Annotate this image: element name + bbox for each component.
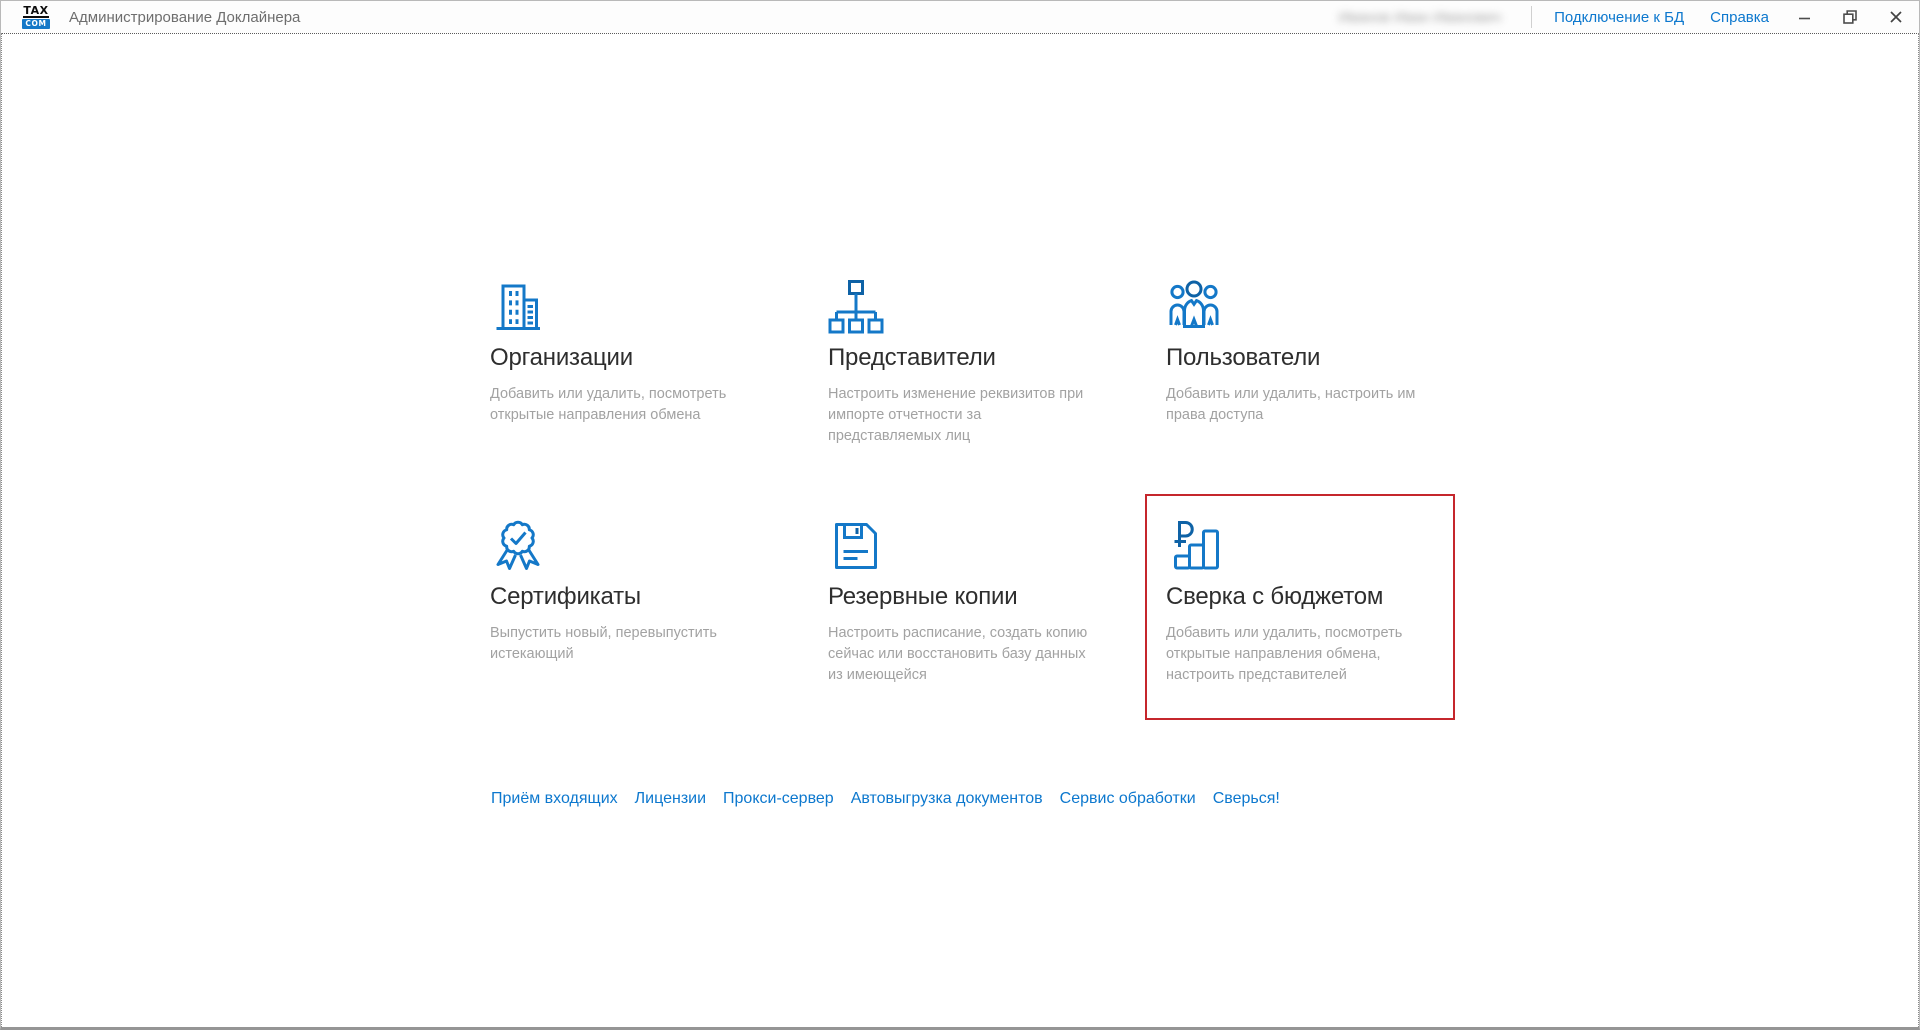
close-button[interactable] bbox=[1873, 1, 1919, 33]
certificate-icon bbox=[490, 518, 546, 574]
tile-users[interactable] bbox=[1145, 255, 1455, 481]
titlebar bbox=[1, 1, 1919, 33]
close-icon bbox=[1889, 10, 1903, 24]
users-icon bbox=[1166, 279, 1222, 335]
minimize-icon bbox=[1798, 11, 1811, 24]
tile-title: Сверка с бюджетом bbox=[1166, 583, 1384, 610]
tile-backups[interactable] bbox=[807, 494, 1117, 720]
licenses-link[interactable]: Лицензии bbox=[634, 790, 707, 807]
tiles-grid bbox=[469, 255, 1455, 720]
tile-title: Организации bbox=[490, 344, 633, 371]
tile-title: Представители bbox=[828, 344, 996, 371]
floppy-disk-icon bbox=[828, 518, 884, 574]
restore-button[interactable] bbox=[1827, 1, 1873, 33]
tile-representatives[interactable] bbox=[807, 255, 1117, 481]
help-link[interactable]: Справка bbox=[1710, 8, 1769, 26]
tile-title: Резервные копии bbox=[828, 583, 1018, 610]
restore-icon bbox=[1843, 10, 1857, 24]
tile-organizations[interactable] bbox=[469, 255, 779, 481]
sversya-link[interactable]: Сверься! bbox=[1212, 790, 1280, 807]
window-title: Администрирование Доклайнера bbox=[69, 8, 301, 26]
incoming-link[interactable]: Приём входящих bbox=[491, 790, 618, 807]
tile-description: Добавить или удалить, посмотреть открытые направления обмена bbox=[490, 386, 727, 423]
tile-budget-reconciliation[interactable] bbox=[1145, 494, 1455, 720]
main-content bbox=[1, 33, 1919, 1027]
db-connection-link[interactable]: Подключение к БД bbox=[1554, 8, 1685, 26]
current-user-name: Иванов Иван Иванович bbox=[1338, 8, 1502, 26]
taxcom-logo-top: TAX bbox=[23, 4, 49, 18]
taxcom-logo-bottom: COM bbox=[22, 19, 49, 29]
tile-description: Настроить расписание, создать копию сейчас или восстановить базу данных из имеющейся bbox=[828, 625, 1088, 683]
processing-service-link[interactable]: Сервис обработки bbox=[1059, 790, 1196, 807]
titlebar-divider bbox=[1531, 6, 1532, 28]
taxcom-logo bbox=[18, 5, 54, 29]
auto-export-link[interactable]: Автовыгрузка документов bbox=[850, 790, 1043, 807]
tile-title: Сертификаты bbox=[490, 583, 641, 610]
window-controls bbox=[1781, 1, 1919, 33]
org-chart-icon bbox=[828, 279, 884, 335]
proxy-server-link[interactable]: Прокси-сервер bbox=[723, 790, 834, 807]
minimize-button[interactable] bbox=[1781, 1, 1827, 33]
tile-title: Пользователи bbox=[1166, 344, 1321, 371]
tile-description: Добавить или удалить, посмотреть открытые направления обмена, настроить представителей bbox=[1166, 625, 1403, 683]
tile-description: Настроить изменение реквизитов при импорте отчетности за представляемых лиц bbox=[828, 386, 1084, 444]
footer-links bbox=[491, 790, 1280, 808]
tile-description: Выпустить новый, перевыпустить истекающий bbox=[490, 625, 717, 662]
buildings-icon bbox=[490, 279, 546, 335]
tile-description: Добавить или удалить, настроить им права доступа bbox=[1166, 386, 1416, 423]
titlebar-right bbox=[1338, 1, 1919, 33]
ruble-chart-icon bbox=[1166, 518, 1222, 574]
tile-certificates[interactable] bbox=[469, 494, 779, 720]
